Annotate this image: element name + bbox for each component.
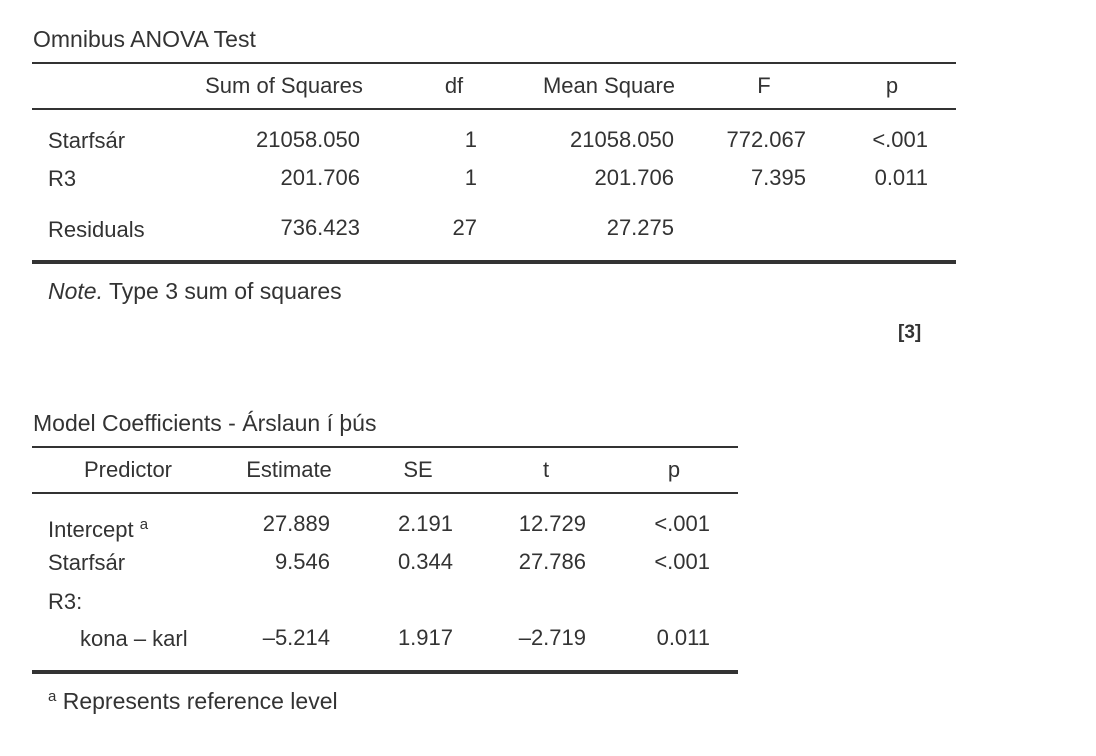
coefficients-header-se: SE <box>403 457 433 482</box>
anova-header-f: F <box>757 73 771 98</box>
anova-f: 772.067 <box>726 127 806 152</box>
t-value: 12.729 <box>518 511 586 536</box>
note-label: Note. <box>48 278 103 304</box>
estimate-value: 27.889 <box>262 511 330 536</box>
coefficients-footnote <box>48 688 338 715</box>
se-value: 2.191 <box>397 511 453 536</box>
anova-term: R3 <box>48 166 77 191</box>
anova-term: Residuals <box>48 217 145 242</box>
anova-term: Starfsár <box>48 128 126 153</box>
estimate-value: 9.546 <box>274 549 330 574</box>
footnote-text: Represents reference level <box>56 688 338 714</box>
p-value: 0.011 <box>656 625 710 650</box>
anova-bottom-rule <box>32 260 956 264</box>
anova-p: <.001 <box>872 127 928 152</box>
anova-header-p: p <box>885 73 899 98</box>
anova-p: 0.011 <box>874 165 928 190</box>
anova-table-title: Omnibus ANOVA Test <box>33 26 256 52</box>
anova-mean-square: 21058.050 <box>570 127 674 152</box>
anova-sum-of-squares: 736.423 <box>280 215 360 240</box>
coefficients-top-rule <box>32 446 738 448</box>
reference-marker: [3] <box>898 322 922 343</box>
coefficients-table-title: Model Coefficients - Árslaun í þús <box>33 410 377 436</box>
predictor-label: Intercept <box>48 517 134 542</box>
anova-header-df: df <box>444 73 464 98</box>
coefficients-header-t: t <box>542 457 550 482</box>
estimate-value: –5.214 <box>262 625 330 650</box>
coefficients-header-rule <box>32 492 738 494</box>
anova-header-mean-square: Mean Square <box>542 73 676 98</box>
anova-df: 1 <box>464 127 477 152</box>
predictor-group-label: R3: <box>48 589 83 614</box>
predictor-name: Starfsár <box>48 550 126 575</box>
footnote-marker: a <box>48 688 57 705</box>
anova-df: 27 <box>452 215 477 240</box>
anova-header-rule <box>32 108 956 110</box>
anova-sum-of-squares: 201.706 <box>280 165 360 190</box>
t-value: –2.719 <box>518 625 586 650</box>
reference-level-marker: a <box>139 516 149 533</box>
predictor-name: kona – karl <box>80 626 188 651</box>
coefficients-header-p: p <box>667 457 681 482</box>
se-value: 1.917 <box>397 625 453 650</box>
anova-top-rule <box>32 62 956 64</box>
coefficients-header-predictor: Predictor <box>83 457 173 482</box>
anova-mean-square: 201.706 <box>594 165 674 190</box>
anova-sum-of-squares: 21058.050 <box>256 127 360 152</box>
note-text: Type 3 sum of squares <box>102 278 342 304</box>
p-value: <.001 <box>654 511 710 536</box>
anova-f: 7.395 <box>750 165 806 190</box>
predictor-name <box>48 512 148 543</box>
anova-header-sum-of-squares: Sum of Squares <box>205 73 363 98</box>
anova-mean-square: 27.275 <box>606 215 674 240</box>
anova-df: 1 <box>464 165 477 190</box>
coefficients-bottom-rule <box>32 670 738 674</box>
coefficients-header-estimate: Estimate <box>246 457 332 482</box>
anova-note <box>48 278 342 305</box>
t-value: 27.786 <box>518 549 586 574</box>
p-value: <.001 <box>654 549 710 574</box>
se-value: 0.344 <box>397 549 453 574</box>
